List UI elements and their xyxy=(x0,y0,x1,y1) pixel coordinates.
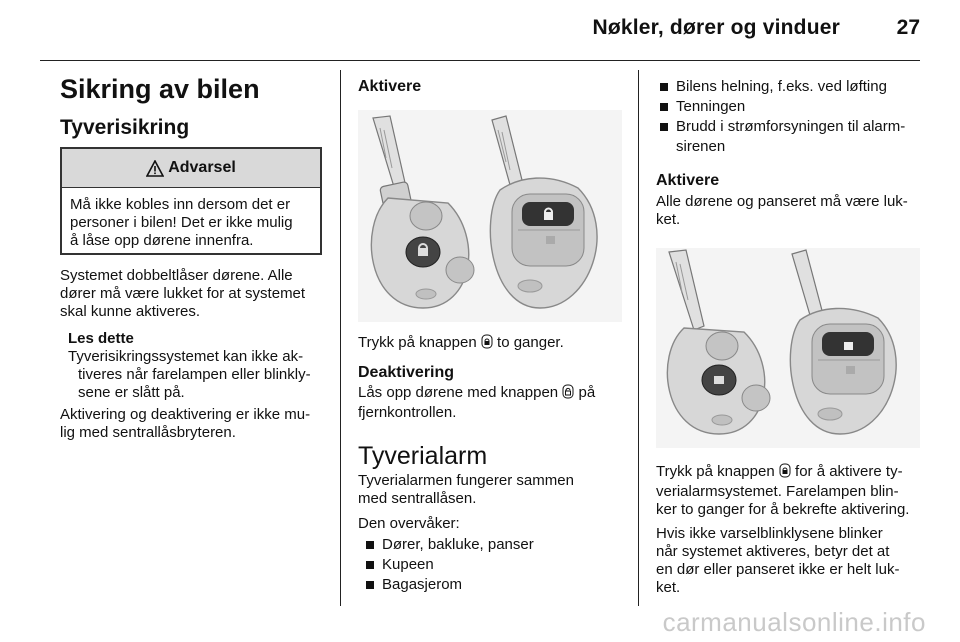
warning-line: å låse opp dørene innenfra. xyxy=(70,232,254,249)
subsection-title: Tyverisikring xyxy=(60,116,190,139)
header-title: Nøkler, dører og vinduer xyxy=(592,16,840,39)
list-item-text: Bagasjerom xyxy=(382,576,463,593)
list-item xyxy=(660,97,922,117)
bullet-square-icon xyxy=(660,83,668,91)
key-fob-illustration xyxy=(358,110,622,322)
text-span: Lås opp dørene med knappen xyxy=(358,384,559,401)
lock-button-icon xyxy=(779,463,791,483)
text-span: Trykk på knappen xyxy=(358,334,477,351)
text-line: Systemet dobbeltlåser dørene. Alle xyxy=(60,267,293,284)
list-item xyxy=(366,555,626,575)
warning-header xyxy=(62,149,320,188)
lock-button-icon xyxy=(481,334,493,354)
heading-deactivate: Deaktivering xyxy=(358,364,455,381)
alarm-paragraph xyxy=(358,472,628,508)
text-span: Trykk på knappen xyxy=(656,463,775,480)
list-item-text: Brudd i strømforsyningen til alarm- xyxy=(676,118,906,135)
monitor-list-continued xyxy=(660,77,922,157)
warning-body xyxy=(62,188,320,250)
column-divider-1 xyxy=(340,70,341,606)
text-line: dører må være lukket for at systemet xyxy=(60,285,306,302)
text-span: to ganger. xyxy=(497,334,564,351)
column-divider-2 xyxy=(638,70,639,606)
text-line: sene er slått på. xyxy=(78,384,185,401)
text-line: med sentrallåsen. xyxy=(358,490,477,507)
page-header xyxy=(0,0,960,60)
warning-title: Advarsel xyxy=(168,159,236,176)
text-line: skal kunne aktiveres. xyxy=(60,303,201,320)
list-item-text: Tenningen xyxy=(676,98,746,115)
list-item xyxy=(366,575,626,595)
bullet-square-icon xyxy=(366,561,374,569)
heading-alarm: Tyverialarm xyxy=(358,442,488,470)
intro-paragraph xyxy=(60,267,330,321)
activation-paragraph xyxy=(60,406,332,442)
text-line: Hvis ikke varselblinklysene blinker xyxy=(656,525,883,542)
text-line: Tyverisikringssystemet kan ikke ak- xyxy=(68,348,304,365)
note-body xyxy=(68,348,330,402)
text-line: tiveres når farelampen eller blinkly- xyxy=(78,366,311,383)
watermark: carmanualsonline.info xyxy=(662,607,926,637)
list-item-text: Dører, bakluke, panser xyxy=(382,536,534,553)
list-item xyxy=(660,77,922,97)
heading-activate-alarm: Aktivere xyxy=(656,172,720,189)
bullet-square-icon xyxy=(660,103,668,111)
text-line: når systemet aktiveres, betyr det at xyxy=(656,543,890,560)
alarm-press-instruction xyxy=(656,463,928,519)
text-line: lig med sentrallåsbryteren. xyxy=(60,424,236,441)
note-label: Les dette xyxy=(68,330,134,347)
list-item-text: Kupeen xyxy=(382,556,434,573)
list-item-text: sirenen xyxy=(676,138,726,155)
bullet-square-icon xyxy=(660,123,668,131)
activate-alarm-paragraph xyxy=(656,193,926,229)
text-line: fjernkontrollen. xyxy=(358,404,457,421)
text-line: ker to ganger for å bekrefte aktivering. xyxy=(656,501,910,518)
text-span: for å aktivere ty- xyxy=(795,463,903,480)
monitor-list xyxy=(366,535,626,595)
monitors-label: Den overvåker: xyxy=(358,515,460,532)
text-line: ket. xyxy=(656,579,681,596)
text-line: ket. xyxy=(656,211,681,228)
text-line: Tyverialarmen fungerer sammen xyxy=(358,472,574,489)
warning-box xyxy=(60,147,322,255)
page-number: 27 xyxy=(896,16,920,39)
alarm-note-paragraph xyxy=(656,525,928,597)
press-instruction xyxy=(358,334,628,354)
header-rule xyxy=(40,60,920,61)
deactivate-instruction xyxy=(358,384,628,422)
text-line: verialarmsystemet. Farelampen blin- xyxy=(656,483,899,500)
heading-activate: Aktivere xyxy=(358,78,422,95)
text-line: en dør eller panseret ikke er helt luk- xyxy=(656,561,900,578)
warning-triangle-icon xyxy=(146,160,164,177)
list-item xyxy=(366,535,626,555)
warning-line: Må ikke kobles inn dersom det er xyxy=(70,196,291,213)
key-fob-illustration-alarm xyxy=(656,248,920,448)
list-item xyxy=(660,117,922,157)
warning-line: personer i bilen! Det er ikke mulig xyxy=(70,214,293,231)
bullet-square-icon xyxy=(366,541,374,549)
list-item-text: Bilens helning, f.eks. ved løfting xyxy=(676,78,887,95)
section-title: Sikring av bilen xyxy=(60,74,260,104)
text-line: Alle dørene og panseret må være luk- xyxy=(656,193,908,210)
bullet-square-icon xyxy=(366,581,374,589)
unlock-button-icon xyxy=(562,384,574,404)
text-line: Aktivering og deaktivering er ikke mu- xyxy=(60,406,311,423)
text-span: på xyxy=(578,384,596,401)
